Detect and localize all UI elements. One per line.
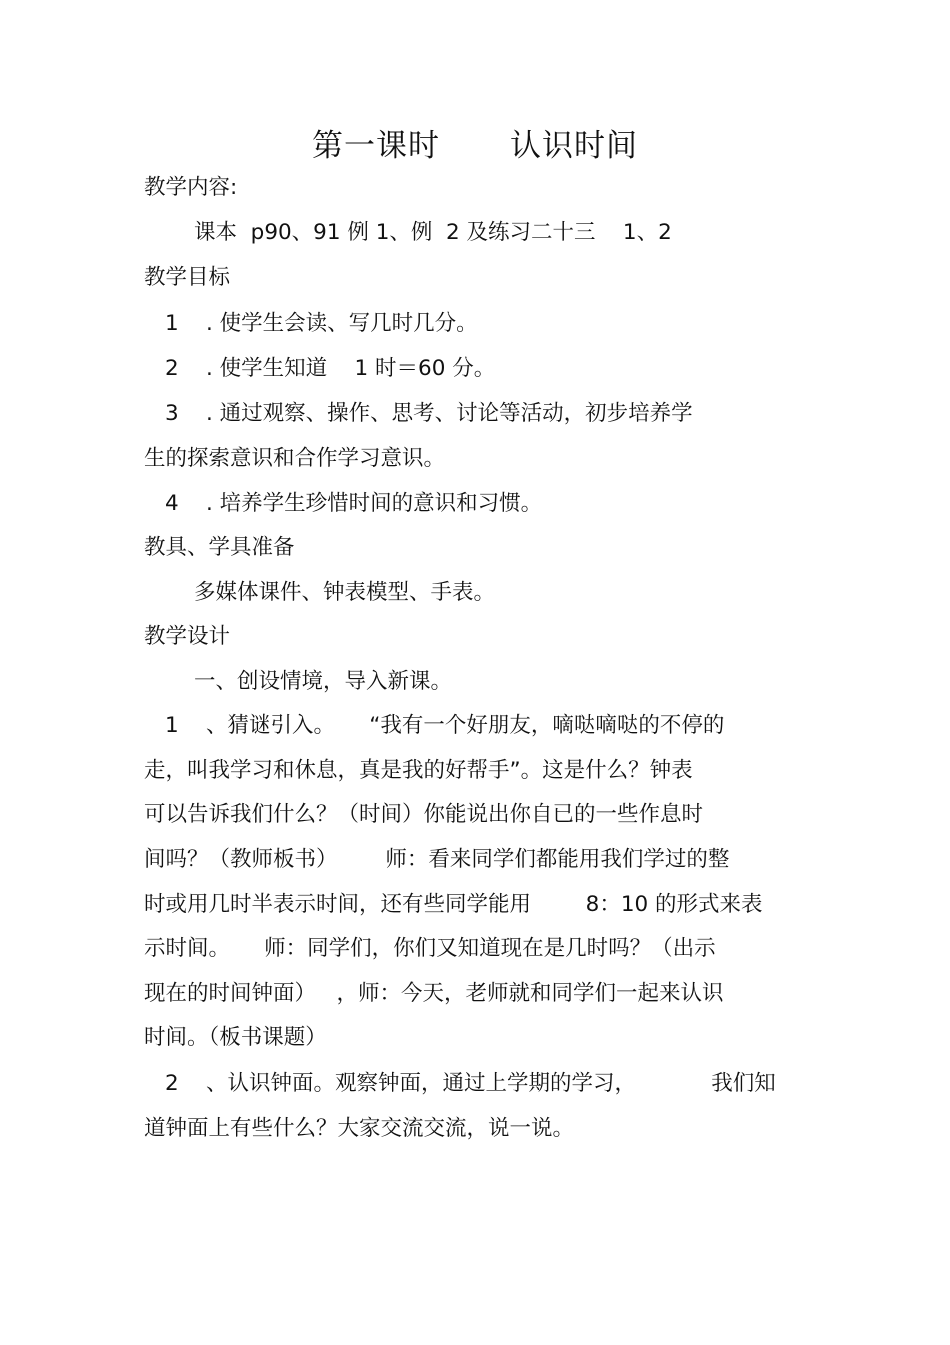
paragraph-line: 道钟面上有些什么？大家交流交流，说一说。 (144, 1116, 575, 1141)
paragraph-line: 时间。（板书课题） (144, 1025, 327, 1050)
paragraph-line: 间吗？（教师板书） 师：看来同学们都能用我们学过的整 (144, 847, 730, 872)
paragraph-line: 生的探索意识和合作学习意识。 (144, 446, 446, 471)
heading-teaching-design: 教学设计 (144, 624, 231, 649)
section-heading: 一、创设情境，导入新课。 (194, 669, 453, 694)
paragraph-line: 多媒体课件、钟表模型、手表。 (194, 580, 496, 605)
paragraph-line: 示时间。 师：同学们，你们又知道现在是几时吗？（出示 (144, 936, 716, 961)
paragraph-line: 现在的时间钟面） ，师：今天，老师就和同学们一起来认识 (144, 981, 724, 1006)
paragraph-line: 可以告诉我们什么？（时间）你能说出你自已的一些作息时 (144, 802, 704, 827)
goal-item-2: 2 . 使学生知道 1 时＝60 分。 (165, 356, 496, 381)
paragraph-line: 课本 p90、91 例 1、例 2 及练习二十三 1、2 (194, 220, 672, 245)
paragraph-line: 2 、认识钟面。观察钟面，通过上学期的学习， 我们知 (165, 1071, 776, 1096)
title-part-1: 第一课时 (312, 128, 440, 164)
heading-materials: 教具、学具准备 (144, 535, 295, 560)
heading-teaching-goals: 教学目标 (144, 265, 231, 290)
paragraph-line: 时或用几时半表示时间，还有些同学能用 8：10 的形式来表 (144, 892, 763, 917)
goal-item-4: 4 . 培养学生珍惜时间的意识和习惯。 (165, 491, 543, 516)
goal-item-3: 3 . 通过观察、操作、思考、讨论等活动，初步培养学 (165, 401, 693, 426)
title-part-2: 认识时间 (510, 128, 638, 164)
heading-teaching-content: 教学内容: (144, 175, 238, 200)
goal-item-1: 1 . 使学生会读、写几时几分。 (165, 311, 478, 336)
paragraph-line: 走，叫我学习和休息，真是我的好帮手”。这是什么？钟表 (144, 758, 693, 783)
paragraph-line: 1 、猜谜引入。 “我有一个好朋友，嘀哒嘀哒的不停的 (165, 713, 725, 738)
page-title (0, 120, 950, 165)
